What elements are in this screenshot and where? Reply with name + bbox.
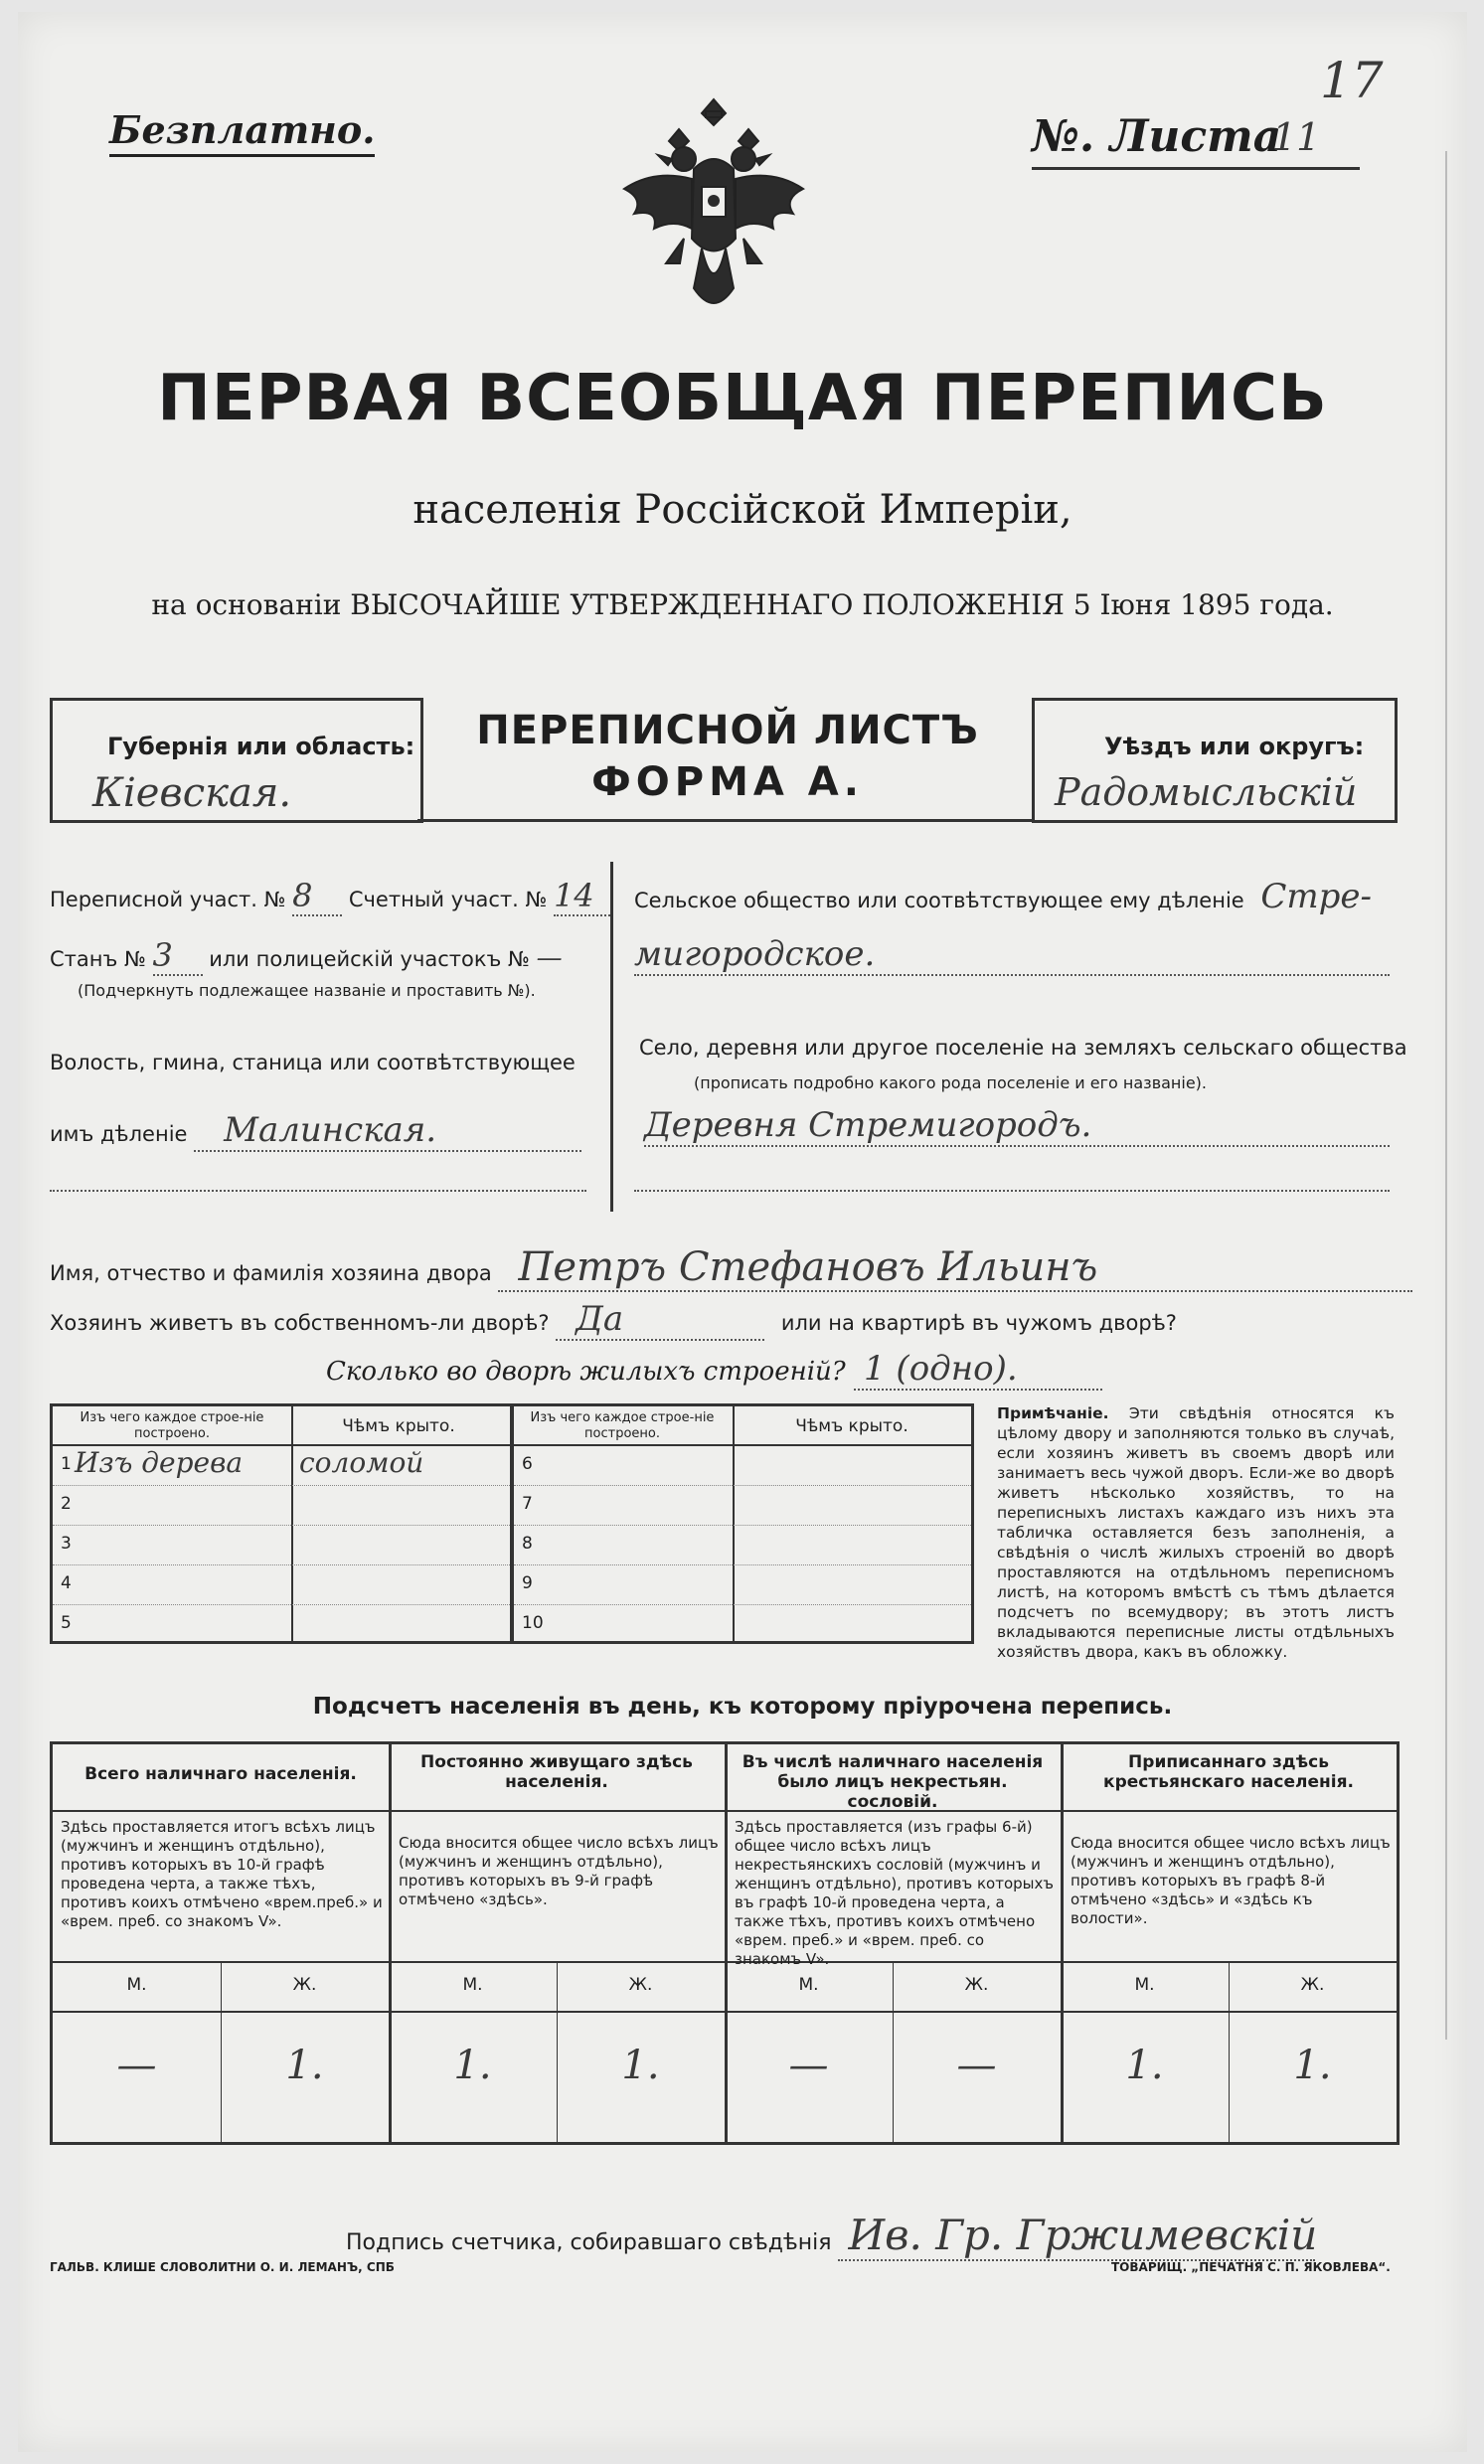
table-row: 10 [522, 1613, 544, 1633]
count-value: 1. [1293, 2043, 1332, 2088]
count-col-head: Въ числѣ наличнаго населенія было лицъ некрестьян. сословій. [742, 1752, 1044, 1812]
col-m: М. [798, 1975, 819, 1995]
header-roof-right: Чѣмъ крыто. [795, 1416, 908, 1436]
col-m: М. [1134, 1975, 1155, 1995]
count-mw-line [53, 2011, 1397, 2013]
buildings-value: 1 (одно). [854, 1349, 1102, 1391]
count-title: Подсчетъ населенія въ день, къ которому пріурочена перепись. [312, 1694, 1173, 1720]
gubernia-box [50, 698, 423, 823]
header-material-right: Изъ чего каждое строе-ніе построено. [530, 1410, 715, 1441]
count-value: 1. [285, 2043, 324, 2088]
rent-label: или на квартирѣ въ чужомъ дворѣ? [780, 1311, 1177, 1335]
village-note: (прописать подробно какого рода поселеніе и его названіе). [694, 1073, 1207, 1092]
form-title: ПЕРЕПИСНОЙ ЛИСТЪ [476, 708, 979, 753]
society-value-2: мигородское. [634, 934, 1390, 976]
count-value: — [788, 2043, 829, 2088]
fields-vertical-divider [610, 862, 613, 1212]
printer-right: ТОВАРИЩ. „ПЕЧАТНЯ С. П. ЯКОВЛЕВА“. [1111, 2260, 1391, 2274]
table-row: 5 [61, 1613, 72, 1633]
gubernia-label: Губернія или область: [107, 733, 415, 760]
owner-value: Петръ Стефановъ Ильинъ [498, 1244, 1412, 1292]
title-sub: населенія Россійской Имперіи, [412, 487, 1072, 533]
count-col-head: Приписаннаго здѣсь крестьянскаго населенія. [1103, 1752, 1354, 1792]
count-col-head: Постоянно живущаго здѣсь населенія. [420, 1752, 693, 1792]
col-w: Ж. [1300, 1975, 1325, 1995]
census-area-label: Переписной участ. № [50, 888, 286, 911]
village-label: Село, деревня или другое поселеніе на земляхъ сельскаго общества [639, 1036, 1407, 1060]
uezd-label: Уѣздъ или округъ: [1104, 733, 1365, 760]
table-row: 9 [514, 1565, 971, 1605]
signature-row [346, 2211, 1318, 2261]
sheet-number-value: 11 [1272, 115, 1321, 159]
society-row [634, 877, 1372, 916]
sheet-number-underline [1032, 167, 1360, 170]
owner-label: Имя, отчество и фамилія хозяина двора [50, 1261, 492, 1285]
count-desc-line [53, 1961, 1397, 1963]
stan-value: 3 [153, 936, 203, 976]
table-row: 6 [514, 1446, 971, 1486]
count-col-desc: Сюда вносится общее число всѣхъ лицъ (мужчинъ и женщинъ отдѣльно), противъ которыхъ въ графѣ 8-й отмѣчено «здѣсь» и «здѣсь къ волости». [1071, 1834, 1391, 1927]
own-yard-value: Да [556, 1299, 764, 1341]
police-label: или полицейскій участокъ № [209, 947, 530, 971]
uezd-value: Радомысльскій [1055, 770, 1358, 814]
table-row: 1 Изъ дерева соломой [53, 1446, 510, 1486]
table-row: 4 [53, 1565, 510, 1605]
buildings-rows-left [53, 1446, 510, 1644]
own-yard-label: Хозяинъ живетъ въ собственномъ-ли дворѣ? [50, 1311, 550, 1335]
col-m: М. [462, 1975, 483, 1995]
uezd-box [1032, 698, 1398, 823]
village-value: Деревня Стремигородъ. [644, 1105, 1390, 1147]
count-col-head: Всего наличнаго населенія. [84, 1764, 357, 1784]
buildings-table [50, 1403, 974, 1644]
corner-number: 17 [1320, 52, 1384, 109]
form-title-block [419, 708, 1036, 805]
buildings-rows-right [514, 1446, 971, 1644]
count-table [50, 1741, 1400, 2145]
count-area-value: 14 [554, 877, 613, 916]
stan-row [50, 936, 563, 976]
count-value: — [116, 2043, 157, 2088]
buildings-row [326, 1349, 1102, 1391]
volost-extra-line [50, 1190, 586, 1192]
census-area-value: 8 [292, 877, 342, 916]
header-roof-left: Чѣмъ крыто. [342, 1416, 455, 1436]
count-value: 1. [453, 2043, 492, 2088]
free-label: Безплатно. [109, 107, 375, 157]
volost-row [50, 1110, 581, 1152]
count-col-desc: Здѣсь проставляется итогъ всѣхъ лицъ (мужчинъ и женщинъ отдѣльно), противъ которыхъ въ 10-й графѣ проведена черта, а также тѣхъ, противъ коихъ отмѣчено «врем.преб.» и «врем. преб. со знакомъ V». [61, 1818, 383, 1930]
count-area-label: Счетный участ. № [348, 888, 548, 911]
col-w: Ж. [964, 1975, 989, 1995]
title-main: ПЕРВАЯ ВСЕОБЩАЯ ПЕРЕПИСЬ [157, 362, 1328, 435]
count-value: 1. [1125, 2043, 1164, 2088]
table-row: 8 [514, 1526, 971, 1565]
own-yard-row [50, 1299, 1177, 1341]
count-col-desc: Сюда вносится общее число всѣхъ лицъ (мужчинъ и женщинъ отдѣльно), противъ которыхъ въ 9-й графѣ отмѣчено «здѣсь». [399, 1834, 719, 1908]
count-col-desc: Здѣсь проставляется (изъ графы 6-й) общее число всѣхъ лицъ некрестьянскихъ сословій (мужчинъ и женщинъ отдѣльно), противъ которыхъ въ графѣ 10-й проведена черта, а также тѣхъ, противъ коихъ отмѣчено «врем. преб.» и «врем. преб. со знакомъ V». [735, 1818, 1054, 1968]
col-w: Ж. [628, 1975, 653, 1995]
buildings-label: Сколько во дворѣ жилыхъ строеній? [326, 1357, 846, 1387]
village-extra-line [634, 1190, 1390, 1192]
society-label: Сельское общество или соотвѣтствующее ему дѣленіе [634, 889, 1244, 912]
census-area-row [50, 877, 613, 916]
volost-label-1: Волость, гмина, станица или соотвѣтствующее [50, 1051, 576, 1074]
printer-left: ГАЛЬВ. КЛИШЕ СЛОВОЛИТНИ О. И. ЛЕМАНЪ, СПБ [50, 2260, 395, 2274]
header-divider [417, 819, 1034, 822]
count-value: — [956, 2043, 997, 2088]
col-m: М. [126, 1975, 147, 1995]
table-row: 3 [53, 1526, 510, 1565]
note-text: Эти свѣдѣнія относятся къ цѣлому двору и заполняются только въ случаѣ, если хозяинъ живетъ въ своемъ дворѣ или занимаетъ весь чужой дворъ. Если-же во дворѣ живетъ нѣсколько хозяйствъ, то на переписныхъ листахъ каждаго изъ нихъ эта табличка оставляется безъ заполненія, а свѣдѣнія о числѣ жилыхъ строеній во дворѣ проставляются на отдѣльномъ переписномъ листѣ, на которомъ вмѣстѣ съ тѣмъ дѣлается подсчетъ по всемудвору; въ этотъ листъ вкладываются переписные листы отдѣльныхъ хозяйствъ двора, какъ въ обложку. [997, 1404, 1395, 1661]
police-value: — [536, 943, 563, 973]
owner-row [50, 1244, 1412, 1292]
sheet-number-label: №. Листа [1032, 111, 1282, 162]
stan-label: Станъ № [50, 947, 146, 971]
count-value: 1. [621, 2043, 660, 2088]
table-row: 2 [53, 1486, 510, 1526]
note-block [997, 1403, 1395, 1662]
table-row: 7 [514, 1486, 971, 1526]
society-value-1: Стре- [1260, 877, 1373, 916]
underline-note: (Подчеркнуть подлежащее названіе и проставить №). [78, 981, 536, 1000]
count-head-line [53, 1810, 1397, 1812]
col-w: Ж. [292, 1975, 317, 1995]
signature-label: Подпись счетчика, собиравшаго свѣдѣнія [346, 2230, 832, 2255]
signature-value: Ив. Гр. Гржимевскій [838, 2211, 1315, 2261]
header-material-left: Изъ чего каждое строе-ніе построено. [80, 1410, 264, 1441]
imperial-eagle-emblem [614, 89, 813, 338]
census-form-page [18, 12, 1467, 2452]
gubernia-value: Кіевская. [92, 770, 292, 816]
title-basis: на основаніи ВЫСОЧАЙШЕ УТВЕРЖДЕННАГО ПОЛОЖЕНІЯ 5 Іюня 1895 года. [151, 588, 1334, 621]
note-title: Примѣчаніе. [997, 1404, 1109, 1422]
volost-value: Малинская. [194, 1110, 581, 1152]
form-name: ФОРМА А. [591, 759, 864, 805]
volost-label-2: имъ дѣленіе [50, 1122, 188, 1146]
